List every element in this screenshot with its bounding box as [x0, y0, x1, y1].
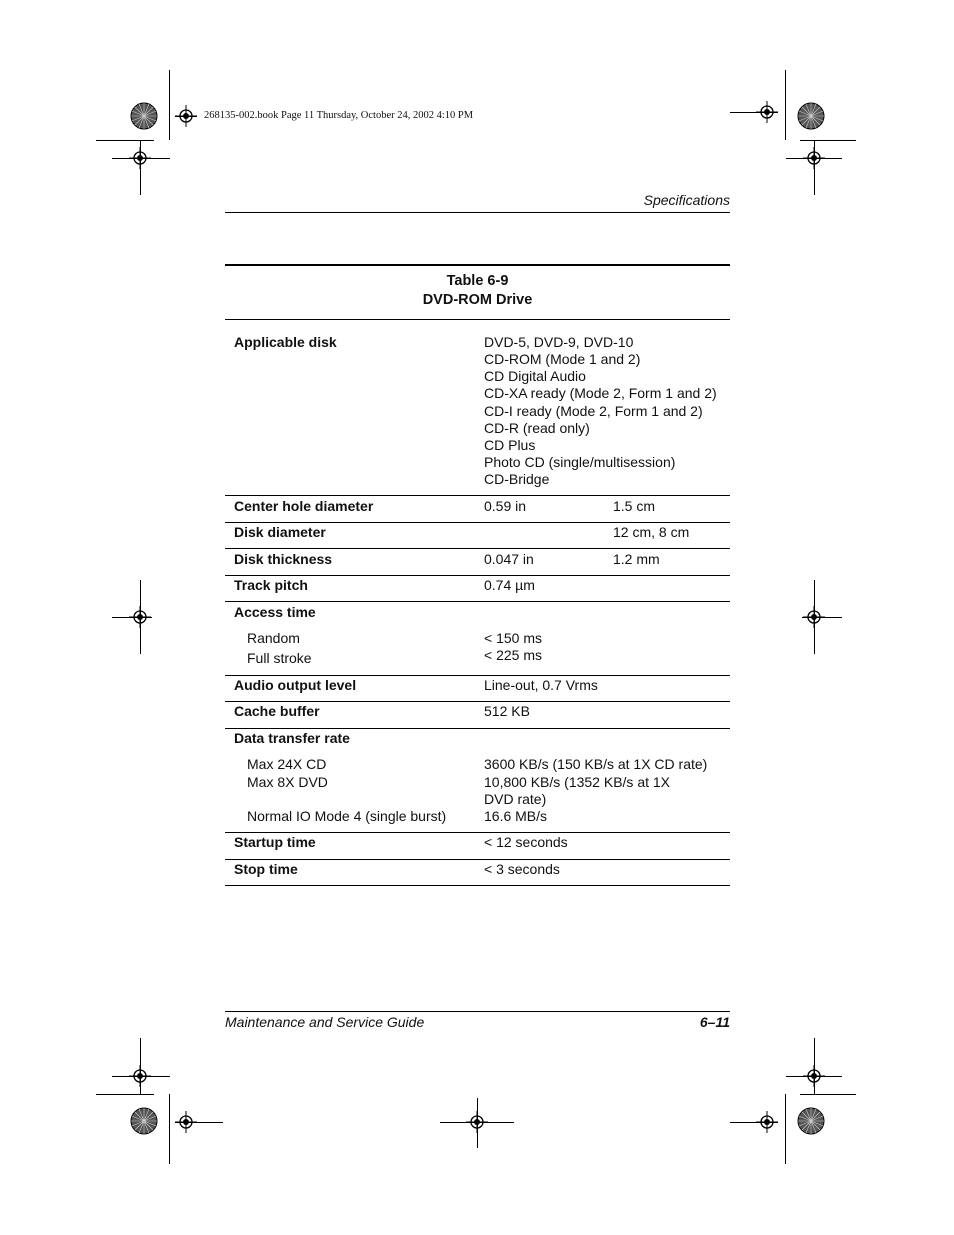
- registration-mark-icon: [466, 1111, 488, 1133]
- table-row-access-time: [225, 602, 730, 676]
- page-number: 6–11: [699, 1014, 730, 1030]
- table-row-track-pitch: [225, 576, 730, 602]
- table-row-disk-diameter: [225, 523, 730, 549]
- row-value: CD-Bridge: [484, 471, 550, 487]
- row-label: Disk diameter: [234, 524, 326, 540]
- footer-rule: [225, 1011, 730, 1012]
- row-value: Photo CD (single/multisession): [484, 454, 676, 470]
- row-value: 0.59 in: [484, 498, 527, 514]
- row-value: CD-ROM (Mode 1 and 2): [484, 351, 641, 367]
- table-title: DVD-ROM Drive: [422, 292, 533, 308]
- row-value: 0.047 in: [484, 551, 534, 567]
- registration-mark-icon: [129, 606, 151, 628]
- print-line: 268135-002.book Page 11 Thursday, October 24, 2002 4:10 PM: [204, 110, 474, 121]
- row-value: 512 KB: [484, 703, 530, 719]
- registration-wheel-icon: [797, 102, 825, 130]
- row-value: 10,800 KB/s (1352 KB/s at 1X: [484, 774, 671, 790]
- row-value: CD Digital Audio: [484, 368, 586, 384]
- row-sublabel: Max 24X CD: [247, 756, 327, 772]
- table-top-rule: [225, 264, 730, 266]
- row-value: < 225 ms: [484, 647, 542, 663]
- table-row-audio-output: [225, 676, 730, 702]
- table-row-stop-time: [225, 860, 730, 886]
- registration-wheel-icon: [797, 1107, 825, 1135]
- table-row-center-hole: [225, 496, 730, 523]
- row-label: Cache buffer: [234, 703, 320, 719]
- row-value: 3600 KB/s (150 KB/s at 1X CD rate): [484, 756, 708, 772]
- row-label: Startup time: [234, 834, 316, 850]
- row-sublabel: Normal IO Mode 4 (single burst): [247, 808, 447, 824]
- row-value: CD-I ready (Mode 2, Form 1 and 2): [484, 403, 703, 419]
- row-label: Center hole diameter: [234, 498, 374, 514]
- header-rule: [225, 212, 730, 213]
- row-label: Access time: [234, 604, 316, 620]
- row-label: Applicable disk: [234, 334, 337, 350]
- registration-mark-icon: [803, 606, 825, 628]
- row-sublabel: Full stroke: [247, 650, 312, 666]
- row-label: Disk thickness: [234, 551, 333, 567]
- row-value: < 12 seconds: [484, 834, 568, 850]
- table-row-startup-time: [225, 833, 730, 860]
- row-sublabel: Max 8X DVD: [247, 774, 328, 790]
- row-value: < 3 seconds: [484, 861, 560, 877]
- row-value-metric: 12 cm, 8 cm: [613, 524, 690, 540]
- row-value-metric: 1.2 mm: [613, 551, 660, 567]
- row-label: Audio output level: [234, 677, 357, 693]
- table-number: Table 6-9: [446, 273, 509, 289]
- table-row-data-transfer: [225, 729, 730, 833]
- row-value: < 150 ms: [484, 630, 542, 646]
- registration-wheel-icon: [130, 1107, 158, 1135]
- row-sublabel: Random: [247, 630, 300, 646]
- row-value: DVD-5, DVD-9, DVD-10: [484, 334, 634, 350]
- row-value: CD Plus: [484, 437, 536, 453]
- table-row-applicable-disk: [225, 320, 730, 496]
- row-value: 16.6 MB/s: [484, 808, 548, 824]
- row-label: Track pitch: [234, 577, 308, 593]
- running-head: Specifications: [643, 192, 730, 208]
- footer-title: Maintenance and Service Guide: [225, 1014, 425, 1030]
- row-label: Data transfer rate: [234, 730, 350, 746]
- row-value: CD-XA ready (Mode 2, Form 1 and 2): [484, 385, 717, 401]
- row-value-metric: 1.5 cm: [613, 498, 656, 514]
- row-value: CD-R (read only): [484, 420, 590, 436]
- row-label: Stop time: [234, 861, 298, 877]
- row-value: 0.74 µm: [484, 577, 535, 593]
- table-row-disk-thickness: [225, 549, 730, 576]
- registration-wheel-icon: [130, 102, 158, 130]
- table-row-cache-buffer: [225, 702, 730, 729]
- row-value: Line-out, 0.7 Vrms: [484, 677, 598, 693]
- row-value: DVD rate): [484, 791, 547, 807]
